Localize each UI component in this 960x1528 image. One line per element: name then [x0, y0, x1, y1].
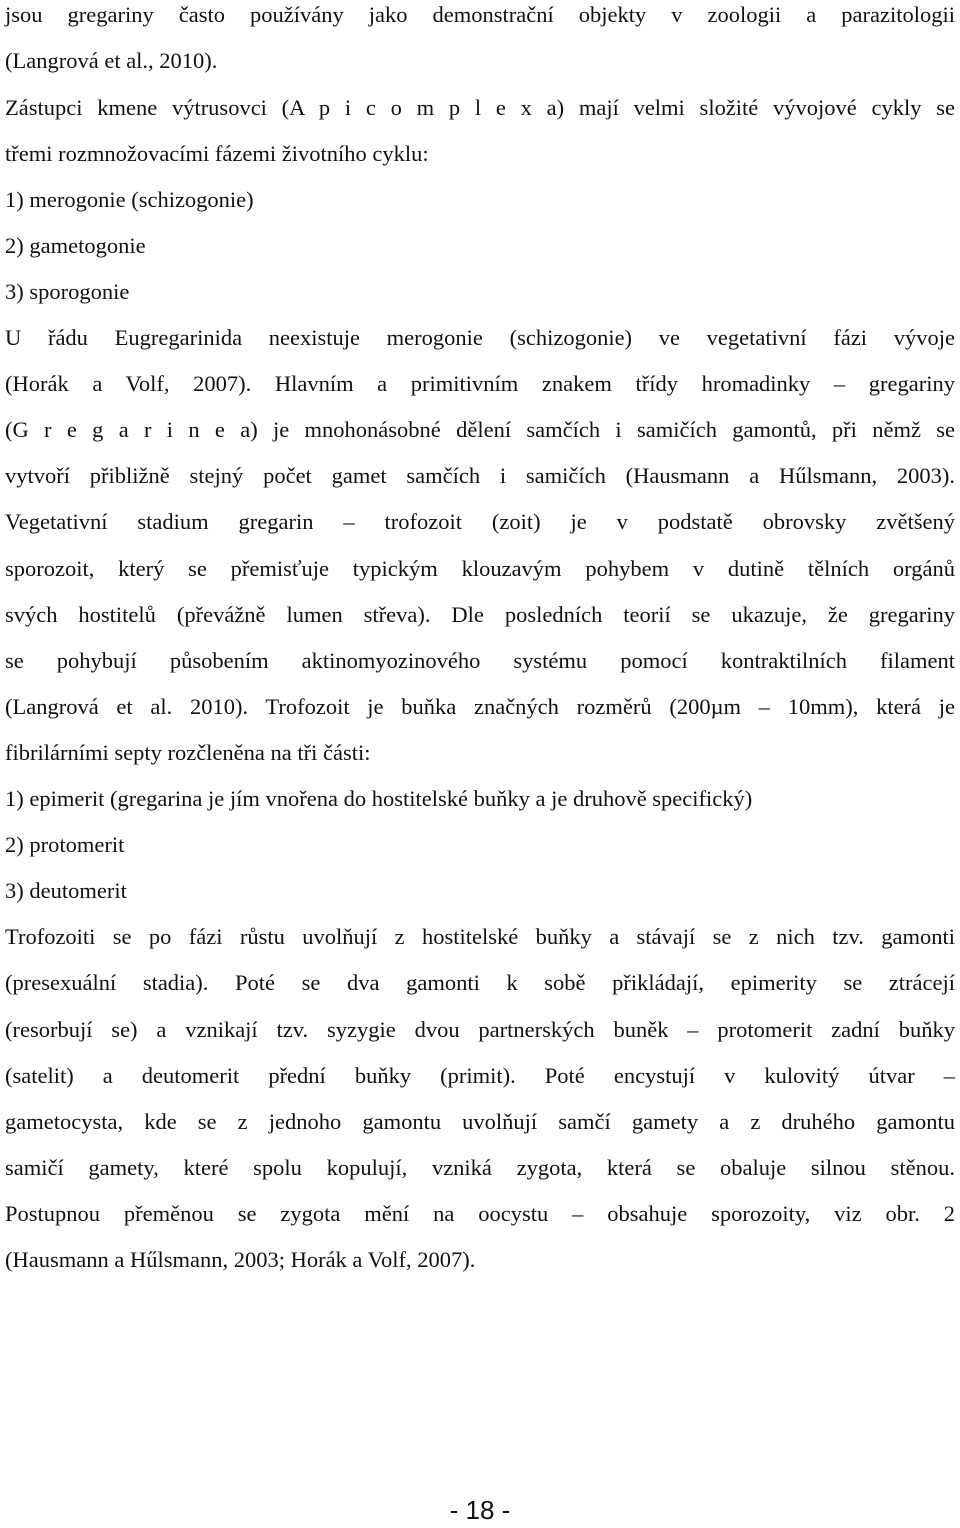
text-line: U řádu Eugregarinida neexistuje merogonie (schizogonie) ve vegetativní fázi vývoje — [5, 325, 955, 350]
list-item: 1) merogonie (schizogonie) — [5, 187, 254, 212]
list-item: 3) deutomerit — [5, 878, 127, 903]
text-line: Vegetativní stadium gregarin – trofozoit (zoit) je v podstatě obrovsky zvětšený — [5, 509, 955, 534]
text-line: (Horák a Volf, 2007). Hlavním a primitivním znakem třídy hromadinky – gregariny — [5, 371, 955, 396]
text-line: sporozoit, který se přemisťuje typickým klouzavým pohybem v dutině tělních orgánů — [5, 556, 955, 581]
text-line: fibrilárními septy rozčleněna na tři části: — [5, 740, 371, 765]
text-line: jsou gregariny často používány jako demonstrační objekty v zoologii a parazitologii — [5, 2, 955, 27]
text-line: (Langrová et al. 2010). Trofozoit je buňka značných rozměrů (200µm – 10mm), která je — [5, 694, 955, 719]
text-line: samičí gamety, které spolu kopulují, vzniká zygota, která se obaluje silnou stěnou. — [5, 1155, 955, 1180]
text-line: vytvoří přibližně stejný počet gamet samčích i samičích (Hausmann a Hűlsmann, 2003). — [5, 463, 955, 488]
text-line: (Hausmann a Hűlsmann, 2003; Horák a Volf, 2007). — [5, 1247, 476, 1272]
text-line: (G r e g a r i n e a) je mnohonásobné dělení samčích i samičích gamontů, při němž se — [5, 417, 955, 442]
page-number: - 18 - — [449, 1495, 511, 1525]
text-line: Postupnou přeměnou se zygota mění na oocystu – obsahuje sporozoity, viz obr. 2 — [5, 1201, 955, 1226]
text-line: třemi rozmnožovacími fázemi životního cyklu: — [5, 141, 429, 166]
text-line: se pohybují působením aktinomyozinového systému pomocí kontraktilních filament — [5, 648, 955, 673]
text-line: Zástupci kmene výtrusovci (A p i c o m p l e x a) mají velmi složité vývojové cykly se — [5, 95, 955, 120]
list-item: 1) epimerit (gregarina je jím vnořena do hostitelské buňky a je druhově specifický) — [5, 786, 753, 811]
text-line: Trofozoiti se po fázi růstu uvolňují z hostitelské buňky a stávají se z nich tzv. gamonti — [5, 924, 955, 949]
text-line: (satelit) a deutomerit přední buňky (primit). Poté encystují v kulovitý útvar – — [5, 1063, 955, 1088]
text-line: (presexuální stadia). Poté se dva gamonti k sobě přikládají, epimerity se ztrácejí — [5, 970, 955, 995]
text-line: (Langrová et al., 2010). — [5, 48, 218, 73]
list-item: 2) protomerit — [5, 832, 125, 857]
text-line: svých hostitelů (převážně lumen střeva). Dle posledních teorií se ukazuje, že gregariny — [5, 602, 955, 627]
text-line: gametocysta, kde se z jednoho gamontu uvolňují samčí gamety a z druhého gamontu — [5, 1109, 955, 1134]
list-item: 3) sporogonie — [5, 279, 130, 304]
list-item: 2) gametogonie — [5, 233, 146, 258]
text-line: (resorbují se) a vznikají tzv. syzygie dvou partnerských buněk – protomerit zadní buňky — [5, 1017, 955, 1042]
